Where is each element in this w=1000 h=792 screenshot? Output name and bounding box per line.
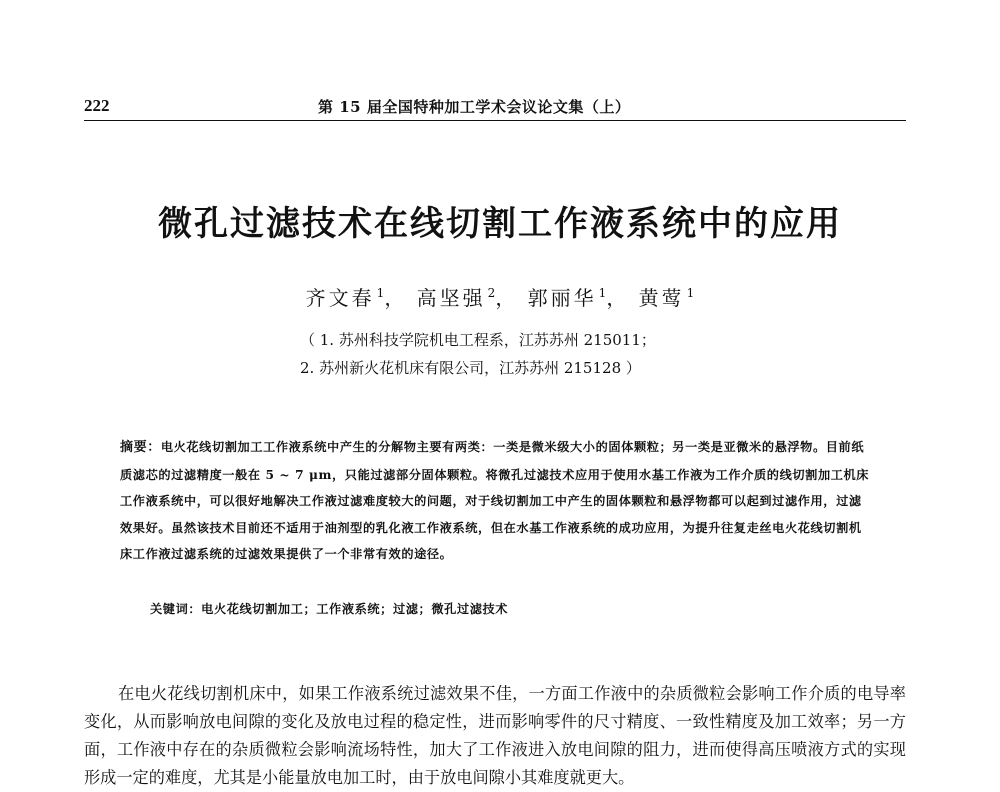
author-name: 高坚强 bbox=[416, 286, 486, 310]
author-affiliation-mark: 2 bbox=[487, 286, 496, 301]
keywords-label: 关键词： bbox=[150, 602, 202, 616]
abstract-text: 电火花线切割加工工作液系统中产生的分解物主要有两类：一类是微米级大小的固体颗粒；另一类是亚微米的悬浮物。目前纸质滤芯的过滤精度一般在 5 ~ 7 μm，只能过滤部分固体颗粒。将微孔过滤技术应用于使用水基工作液为工作介质的线切割加工机床工作液系统中，可以很好地解决工作液过滤难度较大的问题，对于线切割加工中产生的固体颗粒和悬浮物都可以起到过滤作用，过滤效果好。虽然该技术目前还不适用于油剂型的乳化液工作液系统，但在水基工作液系统的成功应用，为提升往复走丝电火花线切割机床工作液过滤系统的过滤效果提供了一个非常有效的途径。 bbox=[120, 440, 870, 561]
author-separator: ， bbox=[606, 286, 630, 310]
author-affiliation-mark: 1 bbox=[376, 286, 385, 301]
abstract-label: 摘要： bbox=[120, 440, 161, 455]
author-affiliation-mark: 1 bbox=[598, 286, 607, 301]
paper-title: 微孔过滤技术在线切割工作液系统中的应用 bbox=[158, 204, 842, 244]
affiliation-line-1: （ 1. 苏州科技学院机电工程系，江苏苏州 215011； bbox=[300, 331, 656, 349]
keywords bbox=[150, 600, 870, 617]
keywords-text: 电火花线切割加工；工作液系统；过滤；微孔过滤技术 bbox=[201, 602, 509, 616]
author-affiliation-mark: 1 bbox=[686, 286, 695, 301]
author-list bbox=[0, 282, 1000, 311]
page-number: 222 bbox=[84, 96, 110, 115]
author-separator: ， bbox=[384, 286, 408, 310]
author-name: 齐文春 bbox=[305, 286, 375, 310]
abstract bbox=[120, 434, 870, 568]
author-separator: ， bbox=[495, 286, 519, 310]
affiliations bbox=[300, 326, 860, 382]
author-name: 黄莺 bbox=[638, 286, 685, 310]
running-header bbox=[84, 96, 906, 121]
author-name: 郭丽华 bbox=[527, 286, 597, 310]
body-paragraph: 在电火花线切割机床中，如果工作液系统过滤效果不佳，一方面工作液中的杂质微粒会影响工作介质的电导率变化，从而影响放电间隙的变化及放电过程的稳定性，进而影响零件的尺寸精度、一致性精度及加工效率；另一方面，工作液中存在的杂质微粒会影响流场特性，加大了工作液进入放电间隙的阻力，进而使得高压喷液方式的实现形成一定的难度，尤其是小能量放电加工时，由于放电间隙小其难度就更大。 bbox=[84, 684, 906, 787]
running-head-title: 第 15 届全国特种加工学术会议论文集（上） bbox=[318, 98, 631, 116]
affiliation-line-2: 2. 苏州新火花机床有限公司，江苏苏州 215128 ） bbox=[300, 359, 641, 377]
